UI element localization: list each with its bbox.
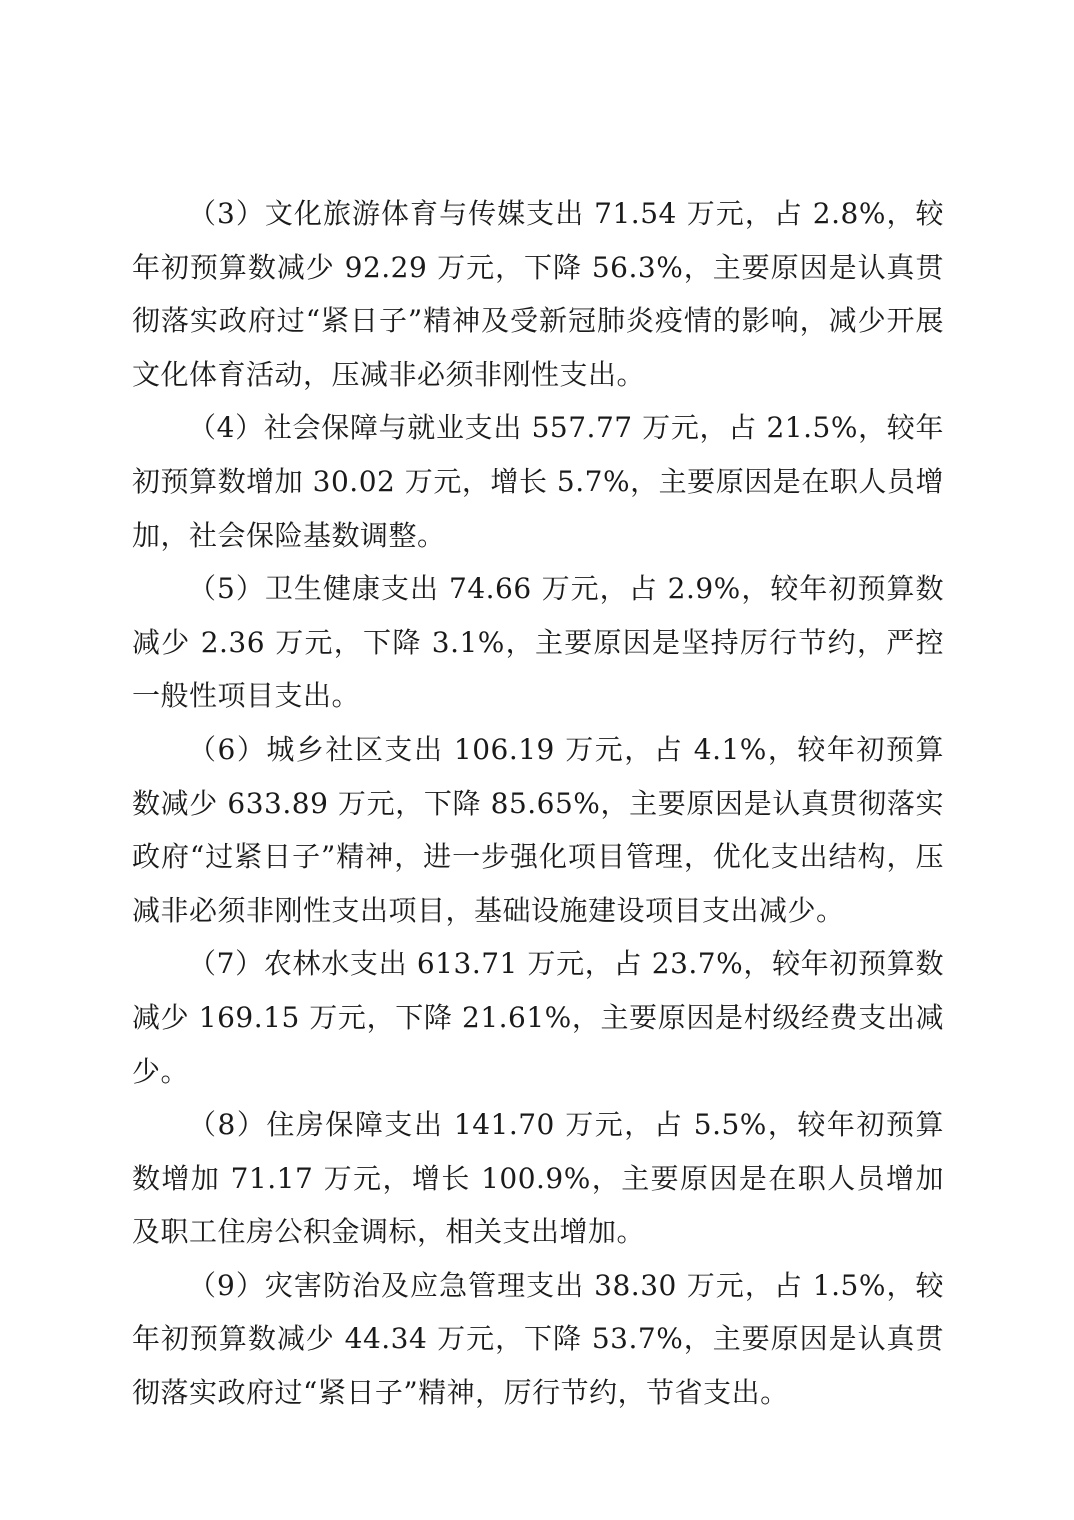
paragraph-housing-security: （8）住房保障支出 141.70 万元，占 5.5%，较年初预算数增加 71.17 万元，增长 100.9%，主要原因是在职人员增加及职工住房公积金调标，相关支出增加。 <box>132 1108 944 1249</box>
paragraph-social-security-employment: （4）社会保障与就业支出 557.77 万元，占 21.5%，较年初预算数增加 30.02 万元，增长 5.7%，主要原因是在职人员增加，社会保险基数调整。 <box>132 411 944 552</box>
paragraph-disaster-prevention-emergency: （9）灾害防治及应急管理支出 38.30 万元，占 1.5%，较年初预算数减少 44.34 万元，下降 53.7%，主要原因是认真贯彻落实政府过“紧日子”精神，厉行节约，节省支出。 <box>132 1268 944 1410</box>
paragraph-urban-rural-community: （6）城乡社区支出 106.19 万元，占 4.1%，较年初预算数减少 633.89 万元，下降 85.65%，主要原因是认真贯彻落实政府“过紧日子”精神，进一步强化项目管理，优化支出结构，压减非必须非刚性支出项目，基础设施建设项目支出减少。 <box>132 732 944 927</box>
paragraph-culture-tourism-sports-media: （3）文化旅游体育与传媒支出 71.54 万元，占 2.8%，较年初预算数减少 92.29 万元，下降 56.3%，主要原因是认真贯彻落实政府过“紧日子”精神及受新冠肺炎疫情的影响，减少开展文化体育活动，压减非必须非刚性支出。 <box>132 197 944 391</box>
document-body <box>132 187 944 1420</box>
paragraph-health: （5）卫生健康支出 74.66 万元，占 2.9%，较年初预算数减少 2.36 万元，下降 3.1%，主要原因是坚持厉行节约，严控一般性项目支出。 <box>132 572 944 713</box>
paragraph-agriculture-forestry-water: （7）农林水支出 613.71 万元，占 23.7%，较年初预算数减少 169.15 万元，下降 21.61%，主要原因是村级经费支出减少。 <box>132 947 944 1088</box>
